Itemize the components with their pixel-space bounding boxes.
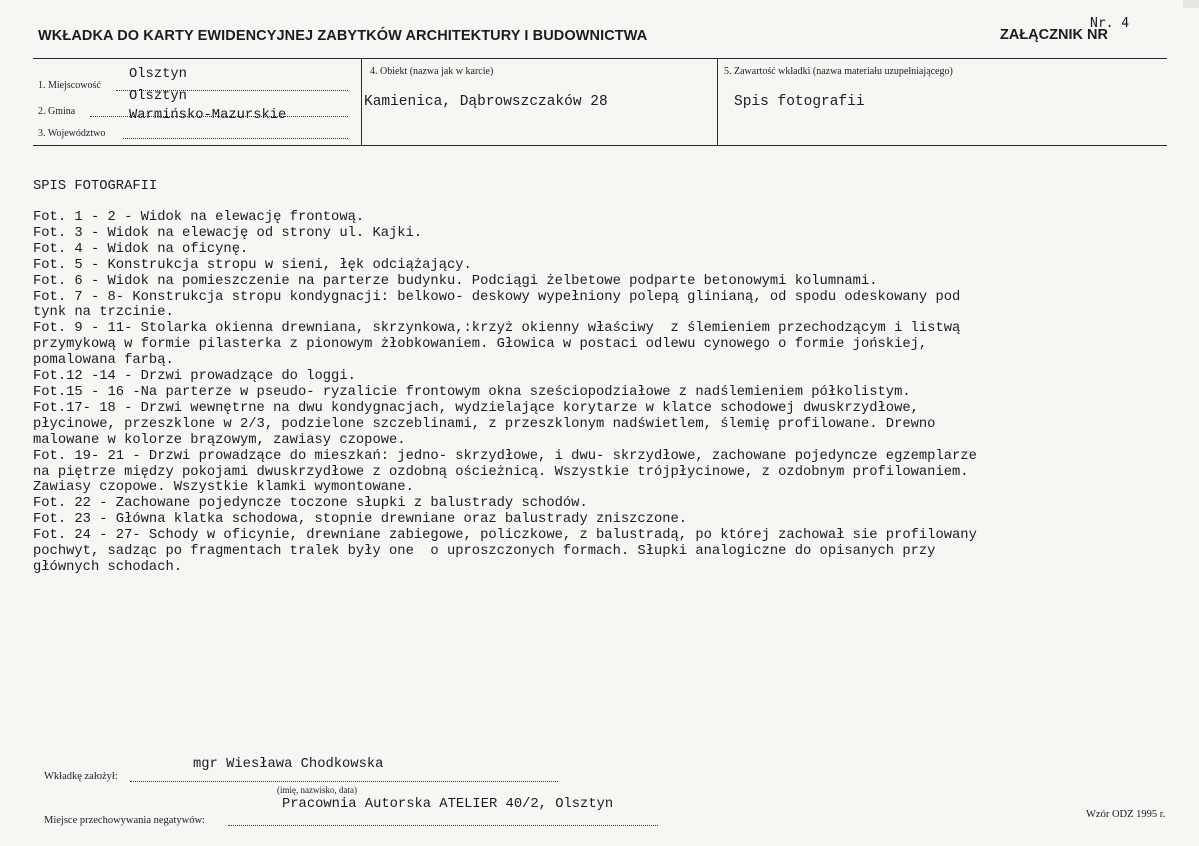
photo-list-line: Fot.17- 18 - Drzwi wewnętrne na dwu kondygnacjach, wydzielające korytarze w klatce schodowej dwuskrzydłowe, [33, 400, 919, 416]
photo-list-line: Fot. 24 - 27- Schody w oficynie, drewniane zabiegowe, policzkowe, z balustradą, po której zachował sie profilowany [33, 528, 977, 544]
photo-list-line: Fot. 9 - 11- Stolarka okienna drewniana, skrzynkowa,:krzyż okienny właściwy z ślemieniem przechodzącym i listwą [33, 321, 961, 337]
photo-list-line: Fot. 1 - 2 - Widok na elewację frontową. [33, 210, 365, 225]
contents-value: Spis fotografii [734, 94, 865, 110]
attachment-label: ZAŁĄCZNIK NR [1000, 27, 1108, 43]
photo-list-line: Fot. 7 - 8- Konstrukcja stropu kondygnacji: belkowo- deskowy wypełniony polepą glinianą, od spodu odeskowany pod [33, 289, 961, 305]
photo-list-line: pomalowana farbą. [33, 353, 174, 369]
voivodeship-label: 3. Województwo [38, 128, 106, 139]
object-value: Kamienica, Dąbrowszczaków 28 [364, 94, 608, 110]
form-bottom-border [33, 145, 1167, 146]
photo-list-line: Fot. 5 - Konstrukcja stropu w sieni, łęk odciążający. [33, 257, 472, 273]
photo-list-line: Fot. 3 - Widok na elewację od strony ul. Kajki. [33, 225, 423, 241]
negatives-location-dotted-line [228, 825, 658, 826]
created-by-value: mgr Wiesława Chodkowska [193, 757, 384, 772]
form-divider-1 [361, 58, 362, 146]
photo-list [33, 210, 977, 576]
commune-value: Olsztyn [129, 89, 187, 104]
photo-list-line: Fot. 4 - Widok na oficynę. [33, 241, 249, 257]
object-label: 4. Obiekt (nazwa jak w karcie) [370, 66, 494, 77]
photo-list-line: Fot. 19- 21 - Drzwi prowadzące do mieszkań: jedno- skrzydłowe, i dwu- skrzydłowe, zachowane pojedyncze egzemplarze [33, 448, 977, 464]
page-title: WKŁADKA DO KARTY EWIDENCYJNEJ ZABYTKÓW ARCHITEKTURY I BUDOWNICTWA [38, 28, 648, 44]
photo-list-line: Fot. 23 - Główna klatka schodowa, stopnie drewniane oraz balustrady zniszczone. [33, 512, 688, 528]
negatives-location-label: Miejsce przechowywania negatywów: [44, 815, 205, 826]
section-heading: SPIS FOTOGRAFII [33, 179, 158, 194]
corner-mark-icon [1155, 0, 1199, 28]
contents-label: 5. Zawartość wkładki (nazwa materiału uzupełniającego) [724, 66, 953, 77]
photo-list-line: Zawiasy czopowe. Wszystkie klamki wymontowane. [33, 480, 414, 496]
attachment-number: Nr. 4 [1090, 16, 1130, 31]
photo-list-line: pochwyt, sadząc po fragmentach tralek były one o uproszczonych formach. Słupki analogiczne do opisanych przy [33, 544, 936, 560]
photo-list-line: malowane w kolorze brązowym, zawiasy czopowe. [33, 432, 406, 448]
form-divider-2 [717, 58, 718, 146]
locality-label: 1. Miejscowość [38, 80, 101, 91]
photo-list-line: na piętrze między pokojami dwuskrzydłowe z ozdobną ościeżnicą. Wszystkie trójpłycinowe, z ozdobnym profilowaniem. [33, 464, 969, 480]
photo-list-line: Fot.12 -14 - Drzwi prowadzące do loggi. [33, 369, 356, 385]
form-version: Wzór ODZ 1995 r. [1086, 809, 1166, 820]
photo-list-line: płycinowe, przeszklone w 2/3, podzielone szczeblinami, z przeszklonym nadświetlem, ślemię profilowane. Drewno [33, 416, 936, 432]
negatives-location-value: Pracownia Autorska ATELIER 40/2, Olsztyn [282, 797, 614, 812]
photo-list-line: Fot. 6 - Widok na pomieszczenie na parterze budynku. Podciągi żelbetowe podparte betonowymi kolumnami. [33, 273, 878, 289]
photo-list-line: przymykową w formie pilasterka z pionowym żłobkowaniem. Głowica w postaci odlewu cynowego o formie jońskiej, [33, 337, 928, 353]
form-top-border [33, 58, 1167, 59]
photo-list-line: głównych schodach. [33, 559, 183, 575]
created-by-label: Wkładkę założył: [44, 771, 118, 782]
photo-list-line: Fot.15 - 16 -Na parterze w pseudo- ryzalicie frontowym okna sześciopodziałowe z nadślemieniem półkolistym. [33, 384, 911, 400]
voivodeship-value: Warmińsko-Mazurskie [129, 108, 287, 123]
created-by-hint: (imię, nazwisko, data) [277, 785, 357, 795]
commune-label: 2. Gmina [38, 106, 76, 117]
photo-list-line: tynk na trzcinie. [33, 305, 174, 321]
voivodeship-dotted-line [123, 138, 348, 139]
locality-value: Olsztyn [129, 67, 187, 82]
created-by-dotted-line [130, 781, 558, 782]
photo-list-line: Fot. 22 - Zachowane pojedyncze toczone słupki z balustrady schodów. [33, 496, 588, 512]
